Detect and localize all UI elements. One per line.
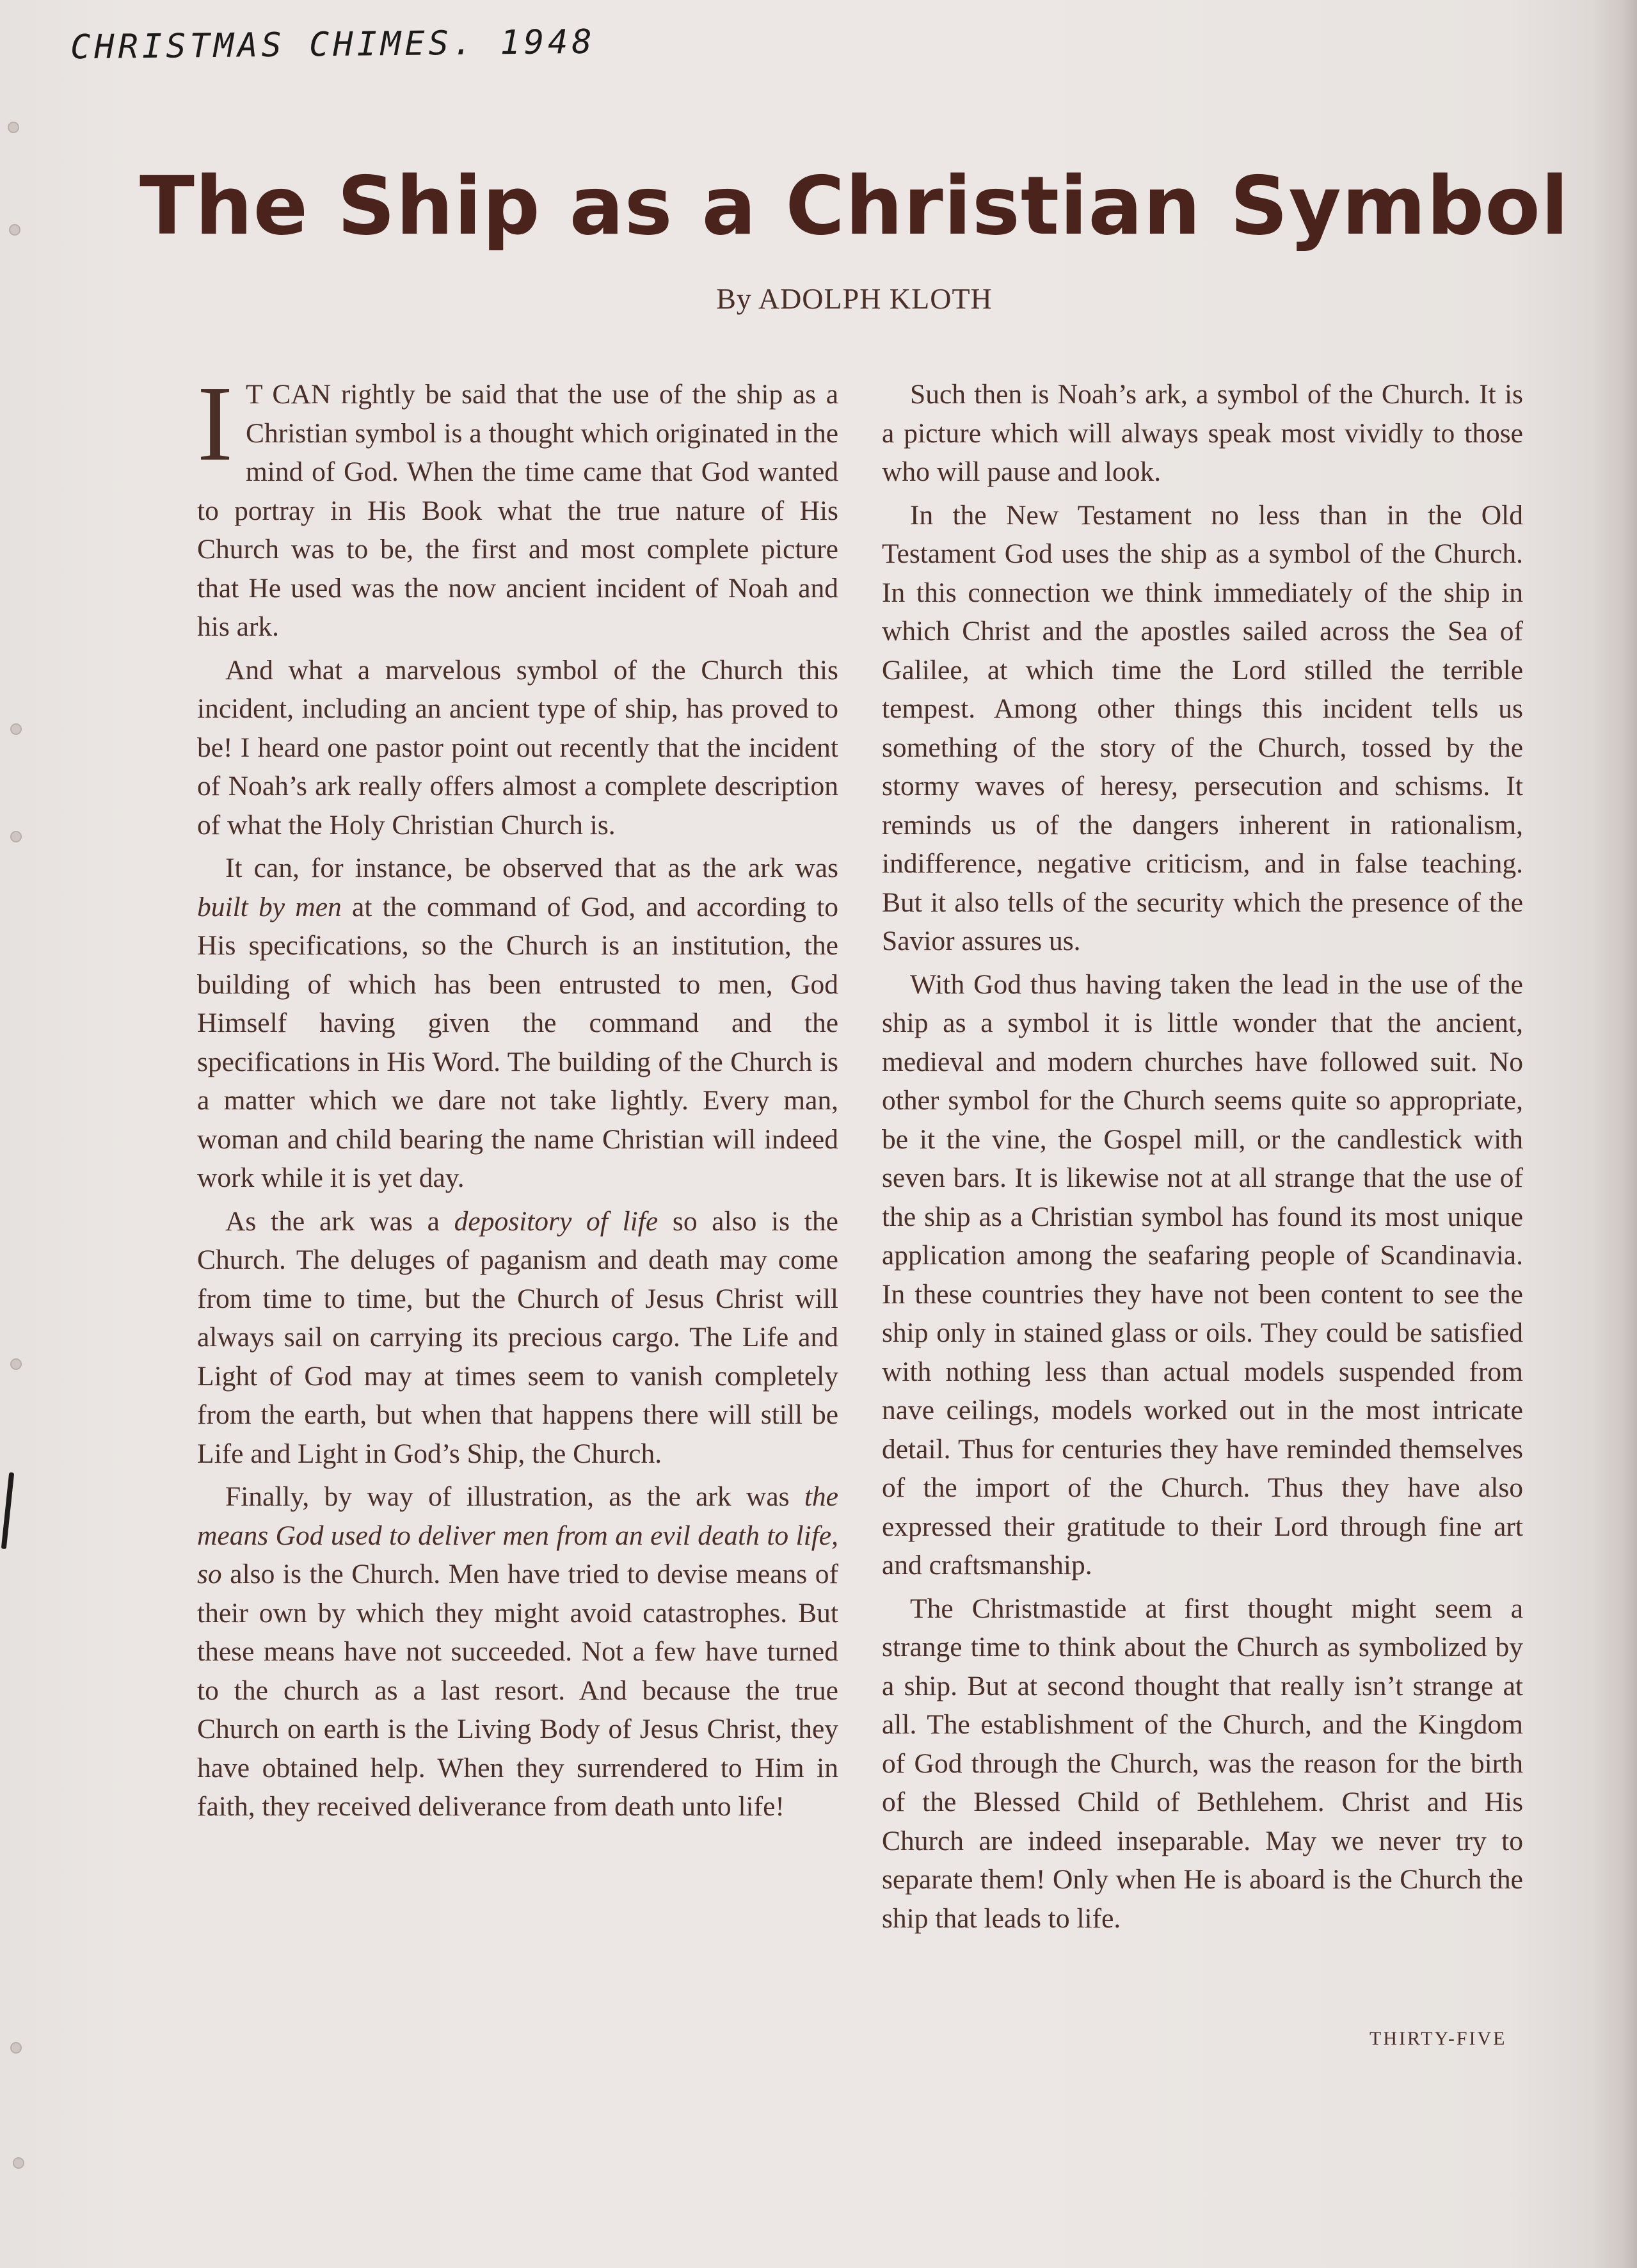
paragraph-text: And what a marvelous symbol of the Church this incident, including an ancient type of ship, has proved to be! I heard one pastor point out recently that the incident of Noah’s ark really offers almost a complete description of what the Holy Christian Church is. xyxy=(197,654,838,840)
binding-mark xyxy=(1,1472,14,1549)
paragraph: Such then is Noah’s ark, a symbol of the Church. It is a picture which will always speak most vividly to those who will pause and look. xyxy=(882,379,1523,487)
binding-hole xyxy=(10,1358,22,1370)
drop-cap: I xyxy=(197,364,233,483)
handwritten-annotation: CHRISTMAS CHIMES. 1948 xyxy=(70,22,596,67)
paragraph-text: at the command of God, and according to His specifications, so the Church is an institution, the building of which has been entrusted to men, God Himself having given the command and the specifications in His Word. The building of the Church is a matter which we dare not take lightly. Every man, woman and child bearing the name Christian will indeed work while it is yet day. xyxy=(197,891,838,1193)
paragraph-text: T CAN rightly be said that the use of the ship as a Christian symbol is a thought which originated in the mind of God. When the time came that God wanted to portray in His Book what the true nature of His Church was to be, the first and most complete picture that He used was the now ancient incident of Noah and his ark. xyxy=(197,379,838,642)
article-byline: By ADOLPH KLOTH xyxy=(716,282,993,315)
paragraph xyxy=(197,1477,838,1826)
paragraph-text: also is the Church. Men have tried to devise means of their own by which they might avoid catastrophes. But these means have not succeeded. Not a few have turned to the church as a last resort. And because the true Church on earth is the Living Body of Jesus Christ, they have obtained help. When they surrendered to Him in faith, they received deliverance from death unto life! xyxy=(197,1559,838,1822)
paragraph: The Christmastide at first thought might seem a strange time to think about the Church as symbolized by a ship. But at second thought that really isn’t strange at all. The establishment of the Church, and the Kingdom of God through the Church, was the reason for the birth of the Blessed Child of Bethlehem. Christ and His Church are indeed inseparable. May we never try to separate them! Only when He is aboard is the Church the ship that leads to life. xyxy=(882,1593,1523,1934)
article-title: The Ship as a Christian Symbol xyxy=(139,159,1570,253)
paragraph xyxy=(197,651,838,845)
emphasis-text: depository of life xyxy=(454,1205,659,1237)
paragraph xyxy=(197,1202,838,1474)
emphasis-text: built by men xyxy=(197,891,342,922)
left-column xyxy=(197,364,838,1831)
page-number: THIRTY-FIVE xyxy=(1369,2028,1507,2049)
page-edge-shadow xyxy=(1592,0,1637,2268)
right-column xyxy=(882,375,1523,1942)
paragraph-text: As the ark was a xyxy=(225,1205,454,1237)
binding-hole xyxy=(10,831,22,842)
paragraph xyxy=(197,364,838,647)
paragraph-text: It can, for instance, be observed that as the ark was xyxy=(225,853,838,883)
paragraph: In the New Testament no less than in the Old Testament God uses the ship as a symbol of the Church. In this connection we think immediately of the ship in which Christ and the apostles sailed across the Sea of Galilee, at which time the Lord stilled the terrible tempest. Among other things this incident tells us something of the story of the Church, tossed by the stormy waves of heresy, persecution and schisms. It reminds us of the dangers inherent in rationalism, indifference, negative criticism, and in false teaching. But it also tells of the security which the presence of the Savior assures us. xyxy=(882,499,1523,956)
paragraph: With God thus having taken the lead in the use of the ship as a symbol it is little wonder that the ancient, medieval and modern churches have followed suit. No other symbol for the Church seems quite so appropriate, be it the vine, the Gospel mill, or the candlestick with seven bars. It is likewise not at all strange that the use of the ship as a Christian symbol has found its most unique application among the seafaring people of Scandinavia. In these countries they have not been content to see the ship only in stained glass or oils. They could be satisfied with nothing less than actual models suspended from nave ceilings, models worked out in the most intricate detail. Thus for centuries they have reminded themselves of the import of the Church. Thus they have also expressed their gratitude to their Lord through fine art and craftsmanship. xyxy=(882,969,1523,1580)
binding-hole xyxy=(10,723,22,735)
binding-hole xyxy=(8,122,19,133)
paragraph xyxy=(197,849,838,1198)
paragraph-text: Finally, by way of illustration, as the ark was xyxy=(225,1481,804,1512)
emphasis-text: the means God used to deliver men from an evil death to life, so xyxy=(197,1481,838,1589)
paragraph-text: so also is the Church. The deluges of paganism and death may come from time to time, but the Church of Jesus Christ will always sail on carrying its precious cargo. The Life and Light of God may at times seem to vanish completely from the earth, but when that happens there will still be Life and Light in God’s Ship, the Church. xyxy=(197,1205,838,1469)
binding-hole xyxy=(10,2042,22,2054)
binding-hole xyxy=(13,2157,24,2169)
